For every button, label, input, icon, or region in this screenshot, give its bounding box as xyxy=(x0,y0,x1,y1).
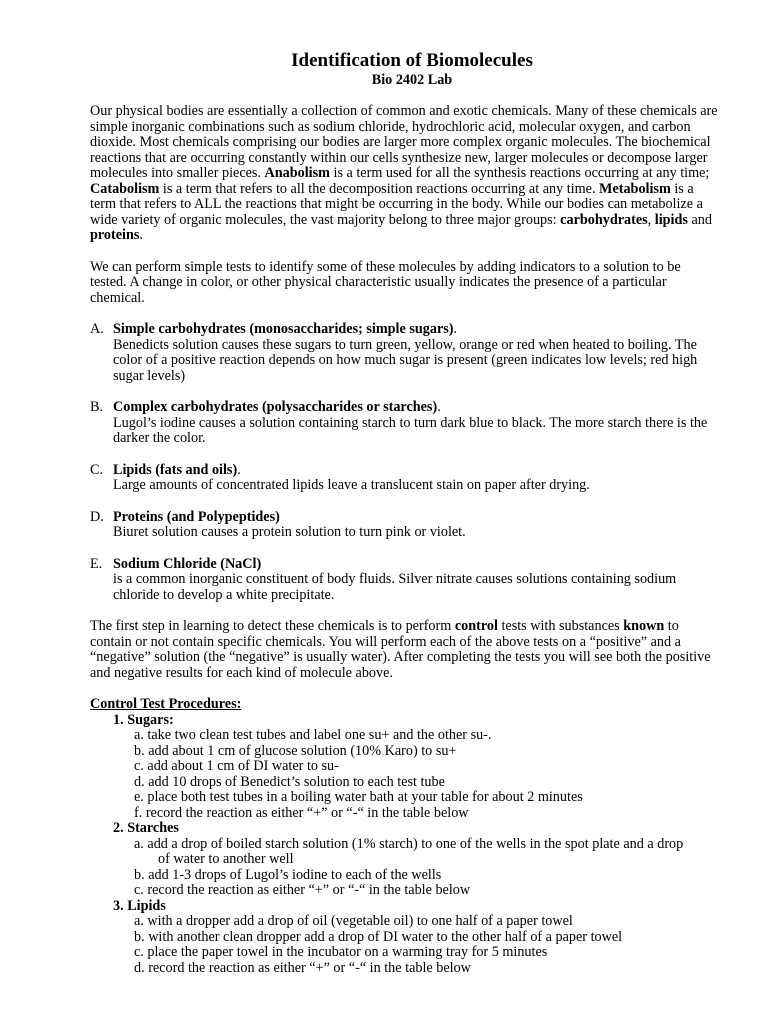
document-title: Identification of Biomolecules xyxy=(291,50,533,71)
step: d. record the reaction as either “+” or “-“ in the table below xyxy=(134,959,471,976)
section-sugars xyxy=(90,713,720,822)
section-heading: 3. Lipids xyxy=(113,897,166,914)
item-letter: C. xyxy=(90,461,104,478)
control-tests-paragraph xyxy=(90,619,720,681)
term-catabolism: Catabolism xyxy=(90,180,160,197)
step: b. with another clean dropper add a drop of DI water to the other half of a paper towel xyxy=(134,928,623,945)
item-lipids xyxy=(90,463,720,494)
section-starches xyxy=(90,821,720,899)
term-metabolism: Metabolism xyxy=(599,180,671,197)
step: f. record the reaction as either “+” or “-“ in the table below xyxy=(134,804,469,821)
item-letter: A. xyxy=(90,321,104,337)
item-heading: Simple carbohydrates (monosaccharides; simple sugars) xyxy=(113,321,454,337)
step: b. add 1-3 drops of Lugol’s iodine to each of the wells xyxy=(134,866,442,883)
section-lipids xyxy=(90,899,720,977)
intro-text-1: Our physical bodies are essentially a collection of common and exotic chemicals. Many of these chemicals are simple inorganic combinations such as sodium chloride, hydrochloric acid, molecular oxygen, and carbon dioxide. Most chemicals comprising our bodies are larger more complex organic molecules. The biochemical reactions that are occurring constantly within our cells synthesize new, larger molecules or decompose larger molecules into smaller pieces. xyxy=(90,103,718,181)
step: b. add about 1 cm of glucose solution (10% Karo) to su+ xyxy=(134,742,457,759)
item-sodium-chloride xyxy=(90,557,720,604)
item-complex-carbohydrates xyxy=(90,400,720,447)
para3-text-2: tests with substances xyxy=(497,618,624,634)
term-anabolism: Anabolism xyxy=(264,165,330,181)
para3-text-1: The first step in learning to detect these chemicals is to perform xyxy=(90,618,455,634)
procedures-heading: Control Test Procedures: xyxy=(90,696,242,712)
item-letter: E. xyxy=(90,555,103,572)
item-punct: . xyxy=(237,461,241,478)
item-heading: Complex carbohydrates (polysaccharides or starches) xyxy=(113,399,438,415)
step: e. place both test tubes in a boiling water bath at your table for about 2 minutes xyxy=(134,789,583,805)
step: c. add about 1 cm of DI water to su- xyxy=(134,758,339,774)
item-body: Benedicts solution causes these sugars to turn green, yellow, orange or red when heated to boiling. The color of a positive reaction depends on how much sugar is present (green indicates low levels; red high sugar levels) xyxy=(113,336,698,384)
section-heading: 1. Sugars: xyxy=(113,711,174,728)
term-known: known xyxy=(623,618,665,634)
term-control: control xyxy=(454,618,498,634)
step: a. add a drop of boiled starch solution (1% starch) to one of the wells in the spot plate and a drop xyxy=(134,835,684,852)
step: a. take two clean test tubes and label one su+ and the other su-. xyxy=(134,727,492,743)
item-letter: B. xyxy=(90,399,104,415)
item-simple-carbohydrates xyxy=(90,322,720,384)
item-heading: Sodium Chloride (NaCl) xyxy=(113,555,262,572)
item-punct: . xyxy=(453,321,458,337)
item-body: Biuret solution causes a protein solution to turn pink or violet. xyxy=(113,524,466,540)
item-body: Large amounts of concentrated lipids leave a translucent stain on paper after drying. xyxy=(113,477,590,493)
step: d. add 10 drops of Benedict’s solution to each test tube xyxy=(134,773,445,790)
indicators-paragraph: We can perform simple tests to identify some of these molecules by adding indicators to a solution to be tested. A change in color, or other physical characteristic usually indicates the presence of a particular chemical. xyxy=(90,258,681,306)
item-heading: Lipids (fats and oils) xyxy=(113,461,238,478)
step: a. with a dropper add a drop of oil (vegetable oil) to one half of a paper towel xyxy=(134,913,573,929)
intro-text-5: , xyxy=(647,211,655,228)
intro-text-7: . xyxy=(139,227,143,243)
term-lipids: lipids xyxy=(654,211,688,228)
step-continuation: of water to another well xyxy=(158,851,294,867)
section-heading: 2. Starches xyxy=(113,820,179,836)
intro-text-6: and xyxy=(687,211,712,228)
term-proteins: proteins xyxy=(90,227,140,243)
item-proteins xyxy=(90,510,720,541)
item-heading: Proteins (and Polypeptides) xyxy=(113,508,280,525)
intro-paragraph xyxy=(90,104,720,244)
step: c. record the reaction as either “+” or “-“ in the table below xyxy=(134,882,471,898)
intro-text-4: is a term that refers to ALL the reactions that might be occurring in the body. While our bodies can metabolize a wide variety of organic molecules, the vast majority belong to three major groups: xyxy=(90,180,703,228)
step: c. place the paper towel in the incubator on a warming tray for 5 minutes xyxy=(134,944,548,960)
item-punct: . xyxy=(437,399,441,415)
item-body: is a common inorganic constituent of body fluids. Silver nitrate causes solutions containing sodium chloride to develop a white precipitate. xyxy=(113,571,677,603)
para3-text-3: to contain or not contain specific chemicals. You will perform each of the above tests on a “positive” and a “negative” solution (the “negative” is usually water). After completing the tests you will see both the positive and negative results for each kind of molecule above. xyxy=(90,618,711,681)
term-carbohydrates: carbohydrates xyxy=(560,211,648,228)
item-letter: D. xyxy=(90,508,104,525)
intro-text-3: is a term that refers to all the decomposition reactions occurring at any time. xyxy=(159,180,600,197)
item-body: Lugol’s iodine causes a solution containing starch to turn dark blue to black. The more starch there is the darker the color. xyxy=(113,414,708,446)
intro-text-2: is a term used for all the synthesis reactions occurring at any time; xyxy=(329,165,710,181)
document-subtitle: Bio 2402 Lab xyxy=(371,72,453,88)
